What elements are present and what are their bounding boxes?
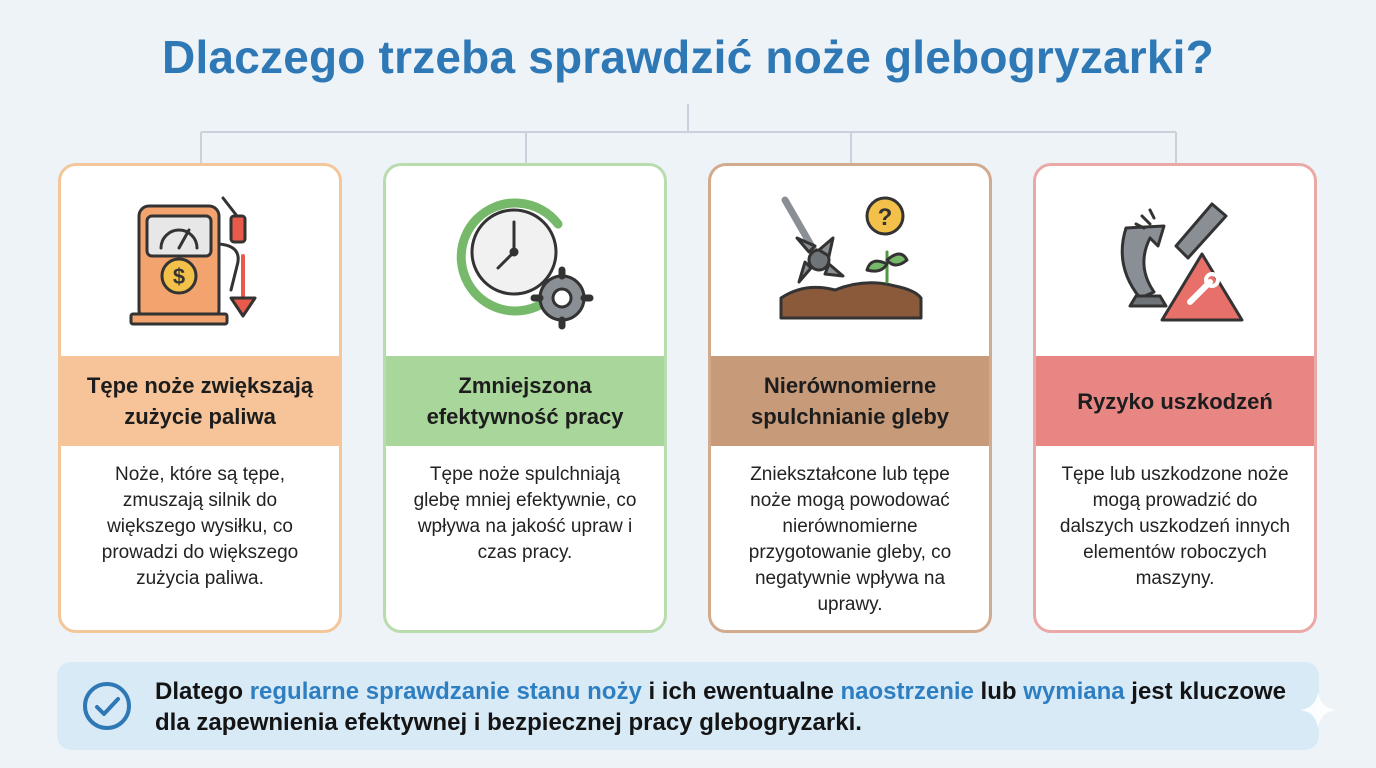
card-description: Noże, które są tępe, zmuszają silnik do większego wysiłku, co prowadzi do większego zużycia paliwa. xyxy=(101,464,299,589)
fuel-pump-icon xyxy=(125,186,275,336)
svg-text:$: $ xyxy=(172,264,186,289)
card-uneven-tilling xyxy=(708,163,992,633)
summary-highlight: naostrzenie xyxy=(840,678,974,705)
card-work-efficiency xyxy=(383,163,667,633)
card-fuel-consumption xyxy=(58,163,342,633)
clock-gear-icon xyxy=(450,186,600,336)
tiller-soil-icon xyxy=(775,186,925,336)
summary-highlight: regularne sprawdzanie stanu noży xyxy=(249,678,642,705)
sparkle-icon xyxy=(1298,690,1338,730)
check-circle-icon xyxy=(81,680,133,732)
card-description: Tępe noże spulchniają glebę mniej efektywnie, co wpływa na jakość upraw i czas pracy. xyxy=(413,464,637,563)
card-heading: Tępe noże zwiększają zużycie paliwa xyxy=(61,356,339,446)
summary-part: Dlatego xyxy=(155,678,250,705)
summary-part: i ich ewentualne xyxy=(641,678,841,705)
card-description: Tępe lub uszkodzone noże mogą prowadzić do dalszych uszkodzeń innych elementów roboczych maszyny. xyxy=(1059,464,1291,589)
card-heading: Ryzyko uszkodzeń xyxy=(1036,356,1314,446)
page-title: Dlaczego trzeba sprawdzić noże glebogryzarki? xyxy=(162,31,1214,83)
summary-text xyxy=(155,676,1305,738)
card-damage-risk xyxy=(1033,163,1317,633)
card-heading: Nierównomierne spulchnianie gleby xyxy=(711,356,989,446)
summary-part: lub xyxy=(973,678,1024,705)
tree-connector xyxy=(0,0,1376,170)
broken-blade-warning-icon xyxy=(1100,186,1250,336)
svg-text:?: ? xyxy=(877,204,893,231)
summary-banner xyxy=(57,662,1319,750)
card-description: Zniekształcone lub tępe noże mogą powodować nierównomierne przygotowanie gleby, co negatywnie wpływa na uprawy. xyxy=(748,464,952,615)
card-heading: Zmniejszona efektywność pracy xyxy=(386,356,664,446)
summary-highlight: wymiana xyxy=(1023,678,1125,705)
summary-part: jest kluczowe dla zapewnienia efektywnej i bezpiecznej pracy glebogryzarki. xyxy=(155,678,1286,736)
